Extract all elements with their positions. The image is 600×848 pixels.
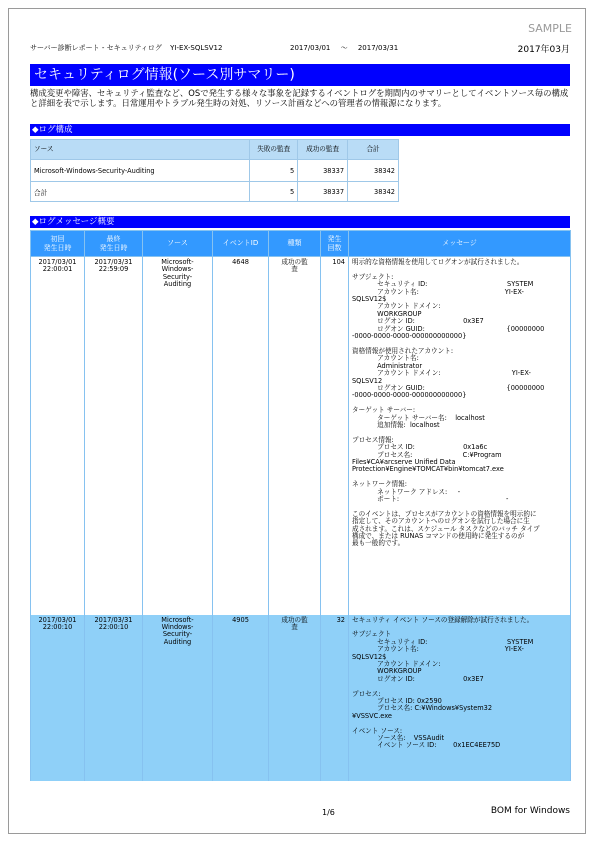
row-first: 2017/03/01 22:00:10 [31, 615, 85, 781]
report-name: サーバー診断レポート - セキュリティログ [30, 44, 162, 52]
col-type: 種類 [269, 231, 321, 257]
log-messages-header-row [31, 231, 571, 257]
row-type: 成功の監 査 [269, 615, 321, 781]
row-event-id: 4648 [213, 257, 269, 615]
col-count: 発生 回数 [321, 231, 349, 257]
col-source: ソース [143, 231, 213, 257]
row-count: 32 [321, 615, 349, 781]
row-last: 2017/03/31 22:59:09 [85, 257, 143, 615]
col-event-id: イベントID [213, 231, 269, 257]
col-first-occurrence: 初回 発生日時 [31, 231, 85, 257]
report-period [290, 43, 398, 53]
row-failure: 5 [250, 160, 298, 182]
log-messages-table [30, 230, 571, 781]
row-success: 38337 [298, 160, 348, 182]
row-first: 2017/03/01 22:00:01 [31, 257, 85, 615]
total-total: 38342 [348, 182, 399, 202]
row-count: 104 [321, 257, 349, 615]
col-message: メッセージ [349, 231, 571, 257]
log-messages-heading: ◆ログメッセージ概要 [30, 216, 570, 228]
period-end: 2017/03/31 [357, 44, 399, 52]
page-description: 構成変更や障害、セキュリティ監査など、OSで発生する様々な事象を記録するイベントログを期間内のサマリーとしてイベントソース毎の構成と詳細を表で示します。日常運用やトラブル発生時の対処、リソース計画などへの管理者の情報源になります。 [30, 88, 569, 108]
page-title: セキュリティログ情報(ソース別サマリー) [30, 64, 570, 86]
server-name: YI-EX-SQLSV12 [170, 44, 223, 52]
row-source: Microsoft- Windows- Security- Auditing [143, 257, 213, 615]
total-failure: 5 [250, 182, 298, 202]
row-type: 成功の監 査 [269, 257, 321, 615]
report-header [30, 43, 222, 53]
row-source: Microsoft-Windows-Security-Auditing [31, 160, 250, 182]
total-row [31, 182, 399, 202]
log-config-heading: ◆ログ構成 [30, 124, 570, 136]
page-number: 1/6 [322, 808, 335, 817]
log-config-table [30, 139, 399, 202]
row-message: 明示的な資格情報を使用してログオンが試行されました。 サブジェクト: セキュリティ ID: SYSTEM アカウント名: YI-EX- SQLSV12$ アカウント ドメイン: WORKGROUP ログオン ID: 0x3E7 ログオン GUID: {00000000 -0000-0000-0000-000000000000} 資格情報が使用されたアカウント: アカウント名: Administrator アカウント ドメイン: YI-EX- SQLSV12 ログオン GUID: {00000000 -0000-0000-0000-000000000000} ターゲット サーバー: ターゲット サーバー名: localhost 追加情報: localhost プロセス情報: プロセス ID: 0x1a6c プロセス名: C:¥Program Files¥CA¥arcserve Unified Data Protection¥Engine¥TOMCAT¥bin¥tomcat7.exe ネットワーク情報: ネットワーク アドレス: - ポート: - このイベントは、プロセスがアカウントの資格情報を明示的に 指定して、そのアカウントへのログオンを試行した場合に生 成されます。これは、スケジュール タスクなどのバッチ タイプ 構成で、または RUNAS コマンドの使用時に発生するのが 最も一般的です。 [349, 257, 571, 615]
col-last-occurrence: 最終 発生日時 [85, 231, 143, 257]
report-month: 2017年03月 [517, 45, 570, 55]
row-message: セキュリティ イベント ソースの登録解除が試行されました。 サブジェクト セキュリティ ID: SYSTEM アカウント名: YI-EX- SQLSV12$ アカウント ドメイン: WORKGROUP ログオン ID: 0x3E7 プロセス: プロセス ID: 0x2590 プロセス名: C:¥Windows¥System32 ¥VSSVC.exe イベント ソース: ソース名: VSSAudit イベント ソース ID: 0x1EC4EE75D [349, 615, 571, 781]
table-row [31, 257, 571, 615]
table-row [31, 160, 399, 182]
row-last: 2017/03/31 22:00:10 [85, 615, 143, 781]
row-event-id: 4905 [213, 615, 269, 781]
col-failure: 失敗の監査 [250, 140, 298, 160]
period-start: 2017/03/01 [290, 44, 331, 52]
row-total: 38342 [348, 160, 399, 182]
col-success: 成功の監査 [298, 140, 348, 160]
row-source: Microsoft- Windows- Security- Auditing [143, 615, 213, 781]
table-row [31, 615, 571, 781]
col-total: 合計 [348, 140, 399, 160]
watermark: SAMPLE [528, 22, 572, 35]
col-source: ソース [31, 140, 250, 160]
log-config-header-row [31, 140, 399, 160]
total-label: 合計 [31, 182, 250, 202]
period-separator: ～ [340, 44, 348, 52]
total-success: 38337 [298, 182, 348, 202]
product-name: BOM for Windows [490, 806, 570, 816]
